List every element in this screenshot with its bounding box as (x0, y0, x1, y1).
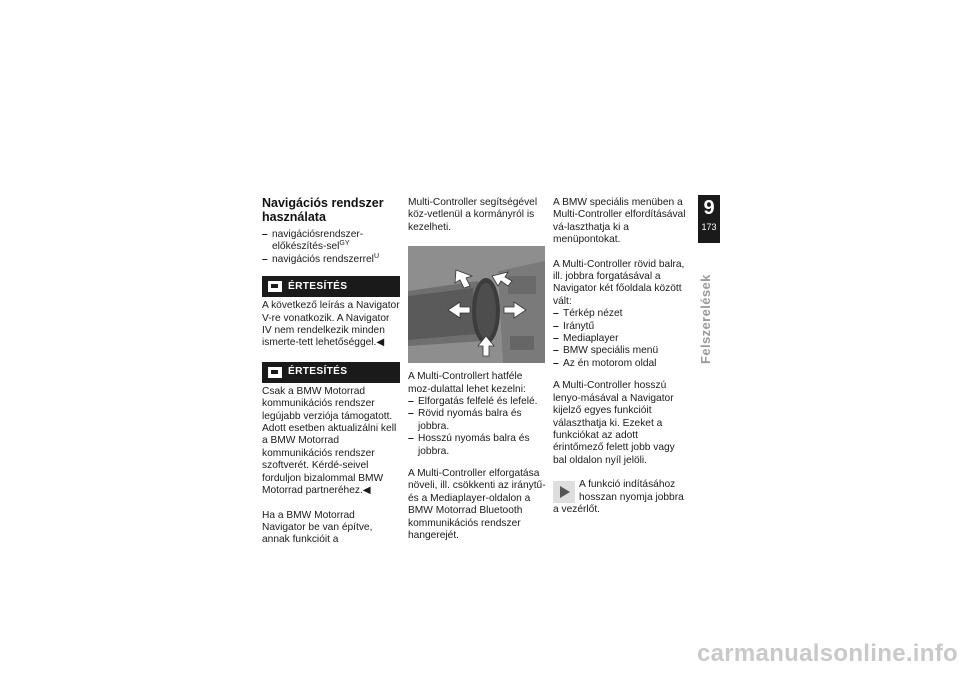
bullet-text: navigációs rendszerrel (272, 253, 374, 265)
watermark: carmanualsonline.info (696, 640, 958, 667)
paragraph: A Multi-Controller elforgatása növeli, ill. csökkenti az iránytű-és a Mediaplayer-oldalon a BMW Motorrad Bluetooth kommunikációs rendszer hangerejét. (408, 468, 546, 542)
notice-text: A következő leírás a Navigator V-re vonatkozik. A Navigator IV nem rendelkezik minden ismerte-tett lehetőséggel.◀ (262, 300, 400, 349)
notice-header (262, 362, 400, 383)
bullet-text: navigációsrendszer-előkészítés-sel (272, 229, 364, 253)
notice-icon (268, 367, 282, 378)
paragraph: Ha a BMW Motorrad Navigator be van építve, annak funkcióit a (262, 509, 373, 546)
superscript-mark: U (373, 252, 379, 260)
list-item: – Elforgatás felfelé és lefelé. (408, 396, 546, 408)
play-arrow-icon (553, 481, 575, 503)
list-item: – Iránytű (553, 321, 691, 333)
equipment-list (262, 229, 400, 266)
paragraph: A BMW speciális menüben a Multi-Controller elfordításával vá-laszthatja ki a menüpontokat. (553, 197, 686, 246)
section-title (262, 197, 400, 224)
notice-text: Csak a BMW Motorrad kommunikációs rendszer legújabb verziója támogatott. Adott esetben aktualizálni kell a BMW Motorrad kommunikációs rendszer szoftverét. Kérdé-seivel forduljon bizalommal BMW Motorrad partneréhez.◀ (262, 385, 397, 497)
column-3 (553, 197, 691, 528)
list-item: – Rövid nyomás balra és jobbra. (408, 408, 546, 433)
title-line-1: Navigációs rendszer (262, 196, 384, 210)
chapter-title: Felszerelések (698, 274, 713, 364)
notice-icon (268, 281, 282, 292)
instruction-text: A funkció indításához hosszan nyomja jobbra a vezérlőt. (553, 479, 684, 515)
page-number: 173 (701, 222, 717, 232)
list-item: – Térkép nézet (553, 308, 691, 320)
notice-label: ÉRTESÍTÉS (288, 280, 348, 292)
paragraph: A Multi-Controller hosszú lenyo-másával a Navigator kijelző egyes funkcióit választhatja ki. Ezeket a funkciókat az adott érintőmező felett jobb vagy bal oldalon nyíl jelöli. (553, 380, 675, 466)
column-2 (408, 197, 546, 555)
column-1 (262, 197, 400, 559)
list-item: – Az én motorom oldal (553, 358, 691, 370)
list-item: – BMW speciális menü (553, 345, 691, 357)
list-item: – Mediaplayer (553, 333, 691, 345)
title-line-2: használata (262, 209, 326, 224)
chapter-tab (698, 195, 720, 243)
paragraph: A Multi-Controllert hatféle moz-dulattal lehet kezelni: (408, 371, 526, 395)
instruction-block (553, 479, 691, 516)
list-item: – Hosszú nyomás balra és jobbra. (408, 433, 546, 458)
main-pages-list (553, 308, 691, 370)
list-item (262, 229, 400, 254)
paragraph: A Multi-Controller rövid balra, ill. jobbra forgatásával a Navigator két főoldala között vált: (553, 258, 685, 307)
chapter-number: 9 (703, 197, 715, 219)
movement-list (408, 396, 546, 458)
paragraph: Multi-Controller segítségével köz-vetlenül a kormányról is kezelheti. (408, 197, 538, 233)
superscript-mark: GY (339, 240, 350, 248)
notice-header (262, 276, 400, 297)
handlebar-illustration (408, 246, 545, 363)
multi-controller-figure (408, 246, 545, 363)
list-item (262, 254, 400, 266)
notice-label: ÉRTESÍTÉS (288, 366, 348, 378)
